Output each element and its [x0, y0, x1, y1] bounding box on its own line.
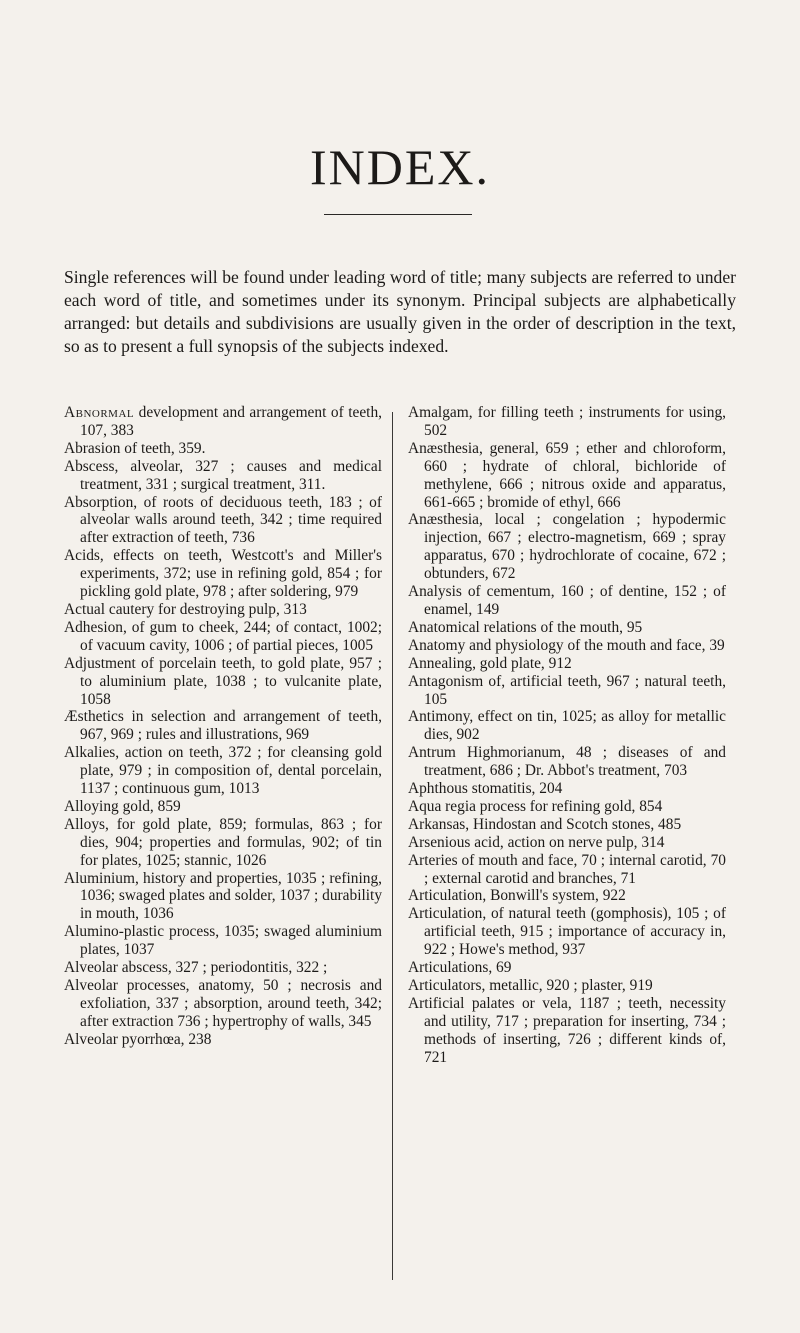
index-entry [64, 870, 382, 924]
index-entry: Anatomy and physiology of the mouth and face, 39 [408, 636, 725, 654]
entry-text: Actual cautery for destroying pulp, 313 [64, 600, 307, 618]
page-title: INDEX. [309, 139, 491, 195]
index-entry: Aphthous stomatitis, 204 [408, 780, 563, 798]
preface-paragraph: Single references will be found under leading word of title; many subjects are referred to under each word of title, and sometimes under its synonym. Principal subjects are alphabetically arranged: but details and subdivisions are usually given in the order of description in the text, so as to present a full synopsis of the subjects indexed. [64, 267, 736, 356]
entry-text: development and arrangement of teeth, 107, 383 [80, 404, 382, 439]
index-entry [64, 601, 382, 619]
index-entry: Amalgam, for filling teeth ; instruments for using, 502 [408, 404, 726, 439]
index-entry [64, 1031, 382, 1049]
entry-headword: Abnormal [64, 404, 135, 421]
index-entry [64, 547, 382, 601]
index-entry: Analysis of cementum, 160 ; of dentine, 152 ; of enamel, 149 [408, 583, 726, 618]
entry-text: Alloys, for gold plate, 859; formulas, 863 ; for dies, 904; properties and formulas, 902; of tin for plates, 1025; stannic, 1026 [64, 815, 382, 869]
index-entry [64, 744, 382, 798]
entry-text: Absorption, of roots of deciduous teeth, 183 ; of alveolar walls around teeth, 342 ; time required after extraction of teeth, 736 [64, 493, 382, 547]
index-entry: Arsenious acid, action on nerve pulp, 314 [408, 833, 665, 851]
index-columns [64, 404, 740, 1284]
entry-text: Alkalies, action on teeth, 372 ; for cleansing gold plate, 979 ; in composition of, dental porcelain, 1137 ; continuous gum, 1013 [64, 744, 382, 798]
index-entry: Antagonism of, artificial teeth, 967 ; natural teeth, 105 [408, 672, 726, 708]
entry-text: Abscess, alveolar, 327 ; causes and medical treatment, 331 ; surgical treatment, 311. [64, 457, 382, 493]
index-entry: Anæsthesia, general, 659 ; ether and chloroform, 660 ; hydrate of chloral, bichloride of methylene, 666 ; nitrous oxide and apparatus, 661-665 ; bromide of ethyl, 666 [408, 439, 726, 511]
index-entry [64, 977, 382, 1031]
index-entry: Antrum Highmorianum, 48 ; diseases of and treatment, 686 ; Dr. Abbot's treatment, 703 [408, 744, 726, 780]
index-entry [64, 494, 382, 548]
index-entry [64, 458, 382, 494]
index-entry [64, 619, 382, 655]
index-entry [64, 708, 382, 744]
index-entry: Articulators, metallic, 920 ; plaster, 919 [408, 977, 653, 994]
entry-text: Alumino-plastic process, 1035; swaged aluminium plates, 1037 [64, 923, 382, 959]
index-entry: Antimony, effect on tin, 1025; as alloy for metallic dies, 902 [408, 708, 726, 744]
index-entry [64, 404, 382, 440]
index-entry: Arteries of mouth and face, 70 ; internal carotid, 70 ; external carotid and branches, 71 [408, 851, 726, 887]
entry-text: Alloying gold, 859 [64, 797, 181, 815]
entry-text: Abrasion of teeth, 359. [64, 439, 206, 457]
entry-text: Alveolar abscess, 327 ; periodontitis, 322 ; [64, 959, 328, 977]
index-entry: Annealing, gold plate, 912 [408, 654, 572, 672]
left-column [64, 404, 382, 1049]
entry-text: Alveolar processes, anatomy, 50 ; necrosis and exfoliation, 337 ; absorption, around teeth, 342; after extraction 736 ; hypertrophy of walls, 345 [64, 977, 382, 1030]
index-entry [64, 440, 382, 458]
right-column [408, 404, 726, 1067]
title-rule [324, 214, 472, 215]
entry-text: Acids, effects on teeth, Westcott's and Miller's experiments, 372; use in refining gold, 854 ; for pickling gold plate, 978 ; after soldering, 979 [64, 547, 382, 601]
entry-text: Alveolar pyorrhœa, 238 [64, 1030, 212, 1048]
entry-text: Æsthetics in selection and arrangement of teeth, 967, 969 ; rules and illustrations, 969 [64, 708, 382, 744]
index-entry: Articulations, 69 [408, 959, 512, 977]
index-entry [64, 798, 382, 816]
index-entry: Aqua regia process for refining gold, 854 [408, 797, 663, 815]
index-entry [64, 959, 382, 977]
index-entry: Anæsthesia, local ; congelation ; hypodermic injection, 667 ; electro-magnetism, 669 ; spray apparatus, 670 ; hydrochlorate of cocaine, 672 ; obtunders, 672 [408, 511, 726, 583]
index-entry [64, 655, 382, 709]
index-entry: Anatomical relations of the mouth, 95 [408, 618, 643, 636]
index-entry: Artificial palates or vela, 1187 ; teeth, necessity and utility, 717 ; preparation for inserting, 734 ; methods of inserting, 726 ; different kinds of, 721 [408, 994, 726, 1066]
index-entry: Articulation, Bonwill's system, 922 [408, 887, 626, 905]
index-entry: Arkansas, Hindostan and Scotch stones, 485 [408, 815, 682, 833]
index-entry [64, 923, 382, 959]
index-entry [64, 816, 382, 870]
index-entry: Articulation, of natural teeth (gomphosis), 105 ; of artificial teeth, 915 ; importance of accuracy in, 922 ; Howe's method, 937 [408, 905, 726, 959]
entry-text: Aluminium, history and properties, 1035 ; refining, 1036; swaged plates and solder, 1037 ; durability in mouth, 1036 [64, 869, 383, 923]
column-divider [392, 412, 393, 1280]
entry-text: Adhesion, of gum to cheek, 244; of contact, 1002; of vacuum cavity, 1006 ; of partial pieces, 1005 [64, 618, 382, 654]
entry-text: Adjustment of porcelain teeth, to gold plate, 957 ; to aluminium plate, 1038 ; to vulcanite plate, 1058 [64, 654, 382, 708]
